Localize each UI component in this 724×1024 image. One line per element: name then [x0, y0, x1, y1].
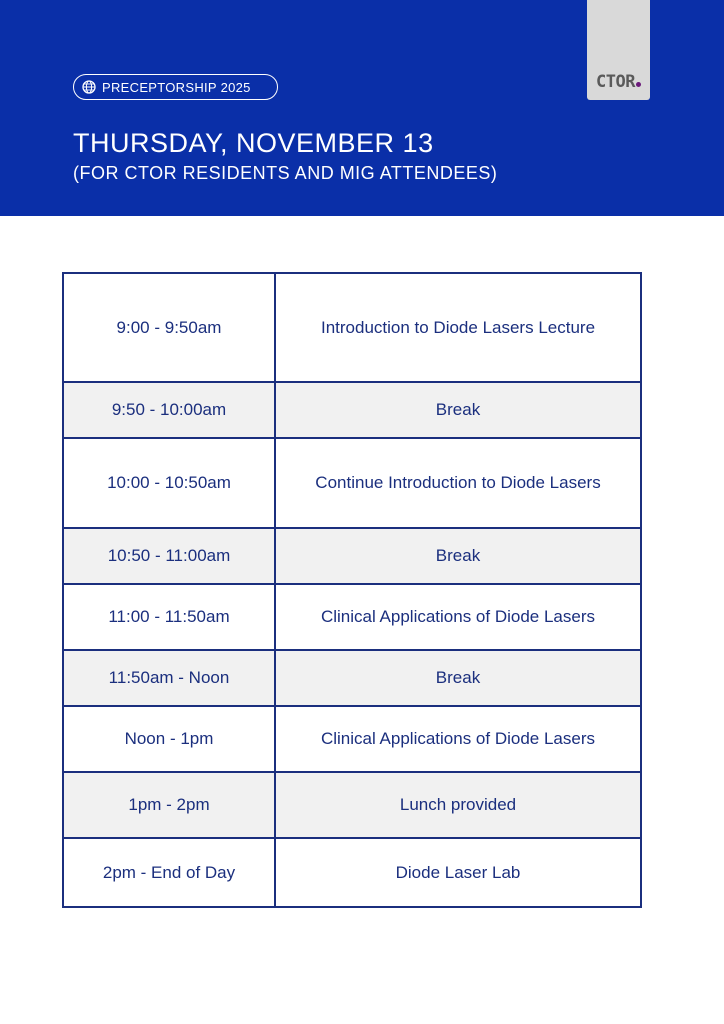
logo-text: CTOR: [596, 72, 635, 92]
session-cell: Clinical Applications of Diode Lasers: [275, 706, 641, 772]
badge-label: PRECEPTORSHIP 2025: [102, 79, 251, 95]
schedule-table: [62, 272, 642, 908]
table-row: [63, 706, 641, 772]
time-cell: 9:00 - 9:50am: [63, 273, 275, 382]
page-subtitle: (FOR CTOR RESIDENTS AND MIG ATTENDEES): [73, 163, 498, 183]
globe-icon: [82, 80, 96, 94]
time-cell: 11:00 - 11:50am: [63, 584, 275, 650]
session-cell: Introduction to Diode Lasers Lecture: [275, 273, 641, 382]
time-cell: 10:00 - 10:50am: [63, 438, 275, 528]
session-cell: Break: [275, 382, 641, 438]
session-cell: Diode Laser Lab: [275, 838, 641, 907]
session-cell: Break: [275, 650, 641, 706]
header-banner: [0, 0, 724, 216]
time-cell: 1pm - 2pm: [63, 772, 275, 838]
table-row: [63, 528, 641, 584]
session-cell: Continue Introduction to Diode Lasers: [275, 438, 641, 528]
table-row: [63, 584, 641, 650]
table-row: [63, 382, 641, 438]
table-row: [63, 650, 641, 706]
table-row: [63, 438, 641, 528]
time-cell: 10:50 - 11:00am: [63, 528, 275, 584]
time-cell: Noon - 1pm: [63, 706, 275, 772]
time-cell: 11:50am - Noon: [63, 650, 275, 706]
time-cell: 9:50 - 10:00am: [63, 382, 275, 438]
table-row: [63, 772, 641, 838]
table-row: [63, 273, 641, 382]
ctor-logo: [587, 0, 650, 100]
time-cell: 2pm - End of Day: [63, 838, 275, 907]
session-cell: Clinical Applications of Diode Lasers: [275, 584, 641, 650]
page-title: THURSDAY, NOVEMBER 13: [73, 128, 434, 158]
preceptorship-badge: [73, 74, 278, 100]
logo-dot-icon: [636, 82, 641, 87]
session-cell: Break: [275, 528, 641, 584]
session-cell: Lunch provided: [275, 772, 641, 838]
table-row: [63, 838, 641, 907]
